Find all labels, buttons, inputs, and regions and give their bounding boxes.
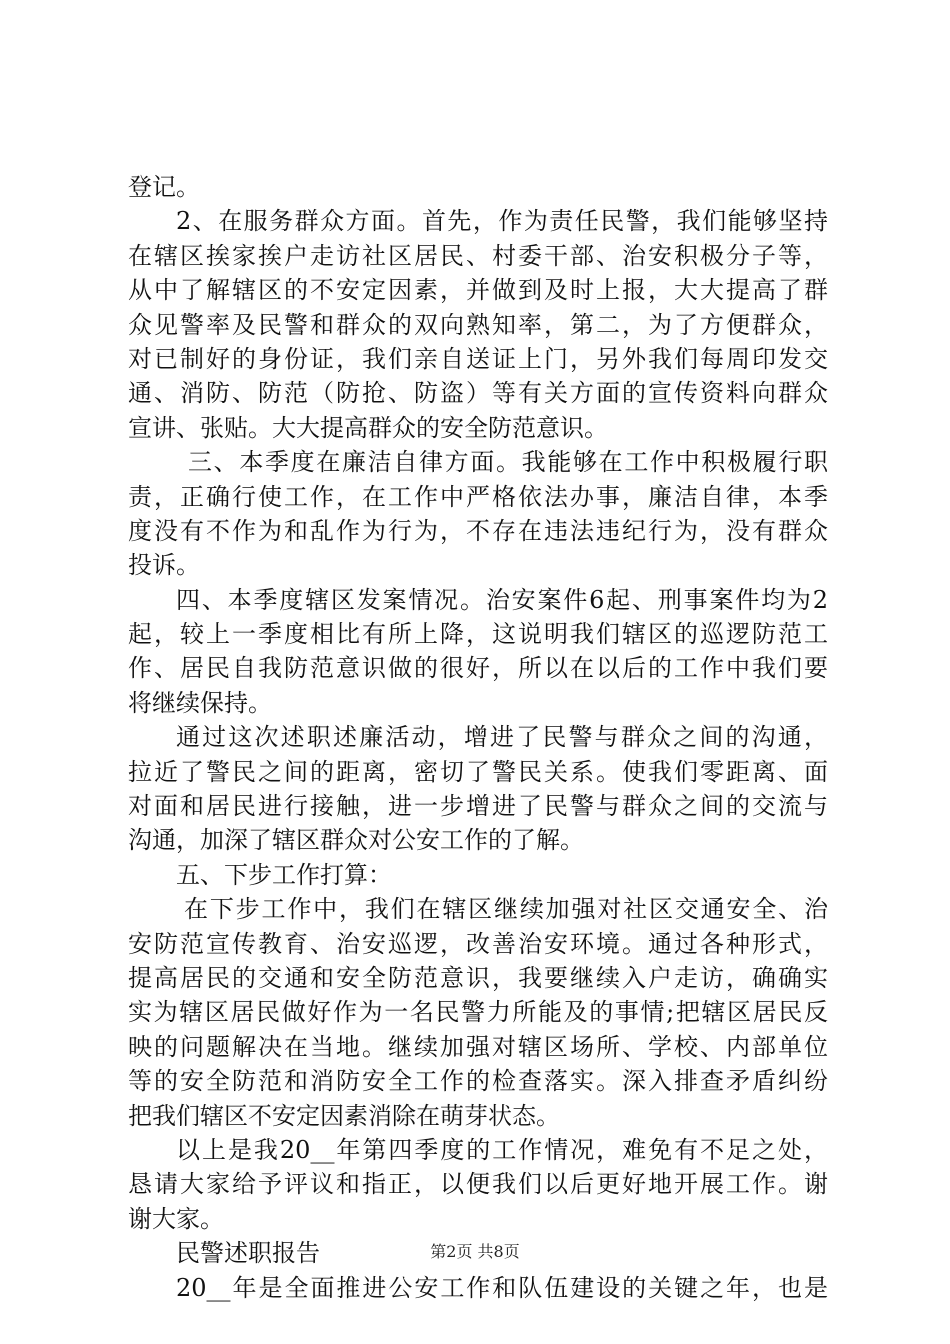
text-line: 映的问题解决在当地。继续加强对辖区场所、学校、内部单位 [128, 1032, 828, 1061]
text-line: 度没有不作为和乱作为行为，不存在违法违纪行为，没有群众 [128, 516, 828, 545]
text-line: 在下步工作中，我们在辖区继续加强对社区交通安全、治 [184, 895, 828, 924]
text-line: 谢大家。 [128, 1204, 224, 1233]
text-line: 登记。 [128, 173, 200, 201]
text-line: 拉近了警民之间的距离，密切了警民关系。使我们零距离、面 [128, 757, 828, 786]
text-line: 作、居民自我防范意识做的很好，所以在以后的工作中我们要 [128, 654, 828, 683]
page-number-label: 第2页 共8页 [430, 1242, 520, 1261]
text-line: 通、消防、防范（防抢、防盗）等有关方面的宣传资料向群众 [128, 379, 828, 408]
text-line: 实为辖区居民做好作为一名民警力所能及的事情;把辖区居民反 [128, 998, 828, 1027]
text-line: 责，正确行使工作，在工作中严格依法办事，廉洁自律，本季 [128, 482, 828, 511]
text-line: 以上是我20__年第四季度的工作情况，难免有不足之处， [176, 1135, 828, 1164]
page-footer [0, 1240, 950, 1264]
text-line: 通过这次述职述廉活动，增进了民警与群众之间的沟通， [176, 723, 828, 752]
text-line: 对面和居民进行接触，进一步增进了民警与群众之间的交流与 [128, 792, 828, 821]
text-line: 20__年是全面推进公安工作和队伍建设的关键之年，也是 [176, 1273, 828, 1302]
text-line: 在辖区挨家挨户走访社区居民、村委干部、治安积极分子等， [128, 241, 828, 270]
text-line: 五、下步工作打算： [176, 860, 392, 889]
text-line: 2、在服务群众方面。首先，作为责任民警，我们能够坚持 [176, 207, 828, 236]
text-line: 三、本季度在廉洁自律方面。我能够在工作中积极履行职 [188, 448, 828, 477]
text-line: 投诉。 [128, 551, 200, 580]
text-line: 从中了解辖区的不安定因素，并做到及时上报，大大提高了群 [128, 276, 828, 305]
text-line: 安防范宣传教育、治安巡逻，改善治安环境。通过各种形式， [128, 929, 828, 958]
document-body [128, 170, 828, 1305]
text-line: 民警述职报告 [176, 1239, 320, 1268]
text-line: 恳请大家给予评议和指正，以便我们以后更好地开展工作。谢 [128, 1170, 828, 1199]
text-line: 把我们辖区不安定因素消除在萌芽状态。 [128, 1101, 560, 1130]
text-line: 等的安全防范和消防安全工作的检查落实。深入排查矛盾纠纷 [128, 1067, 828, 1096]
text-line: 起，较上一季度相比有所上降，这说明我们辖区的巡逻防范工 [128, 620, 828, 649]
text-line: 众见警率及民警和群众的双向熟知率，第二，为了方便群众， [128, 310, 828, 339]
text-line: 提高居民的交通和安全防范意识，我要继续入户走访，确确实 [128, 963, 828, 992]
text-line: 宣讲、张贴。大大提高群众的安全防范意识。 [128, 413, 608, 442]
text-line: 将继续保持。 [128, 688, 272, 717]
text-line: 对已制好的身份证，我们亲自送证上门，另外我们每周印发交 [128, 344, 828, 373]
text-line: 四、本季度辖区发案情况。治安案件6起、刑事案件均为2 [176, 585, 828, 614]
text-line: 沟通，加深了辖区群众对公安工作的了解。 [128, 826, 584, 855]
